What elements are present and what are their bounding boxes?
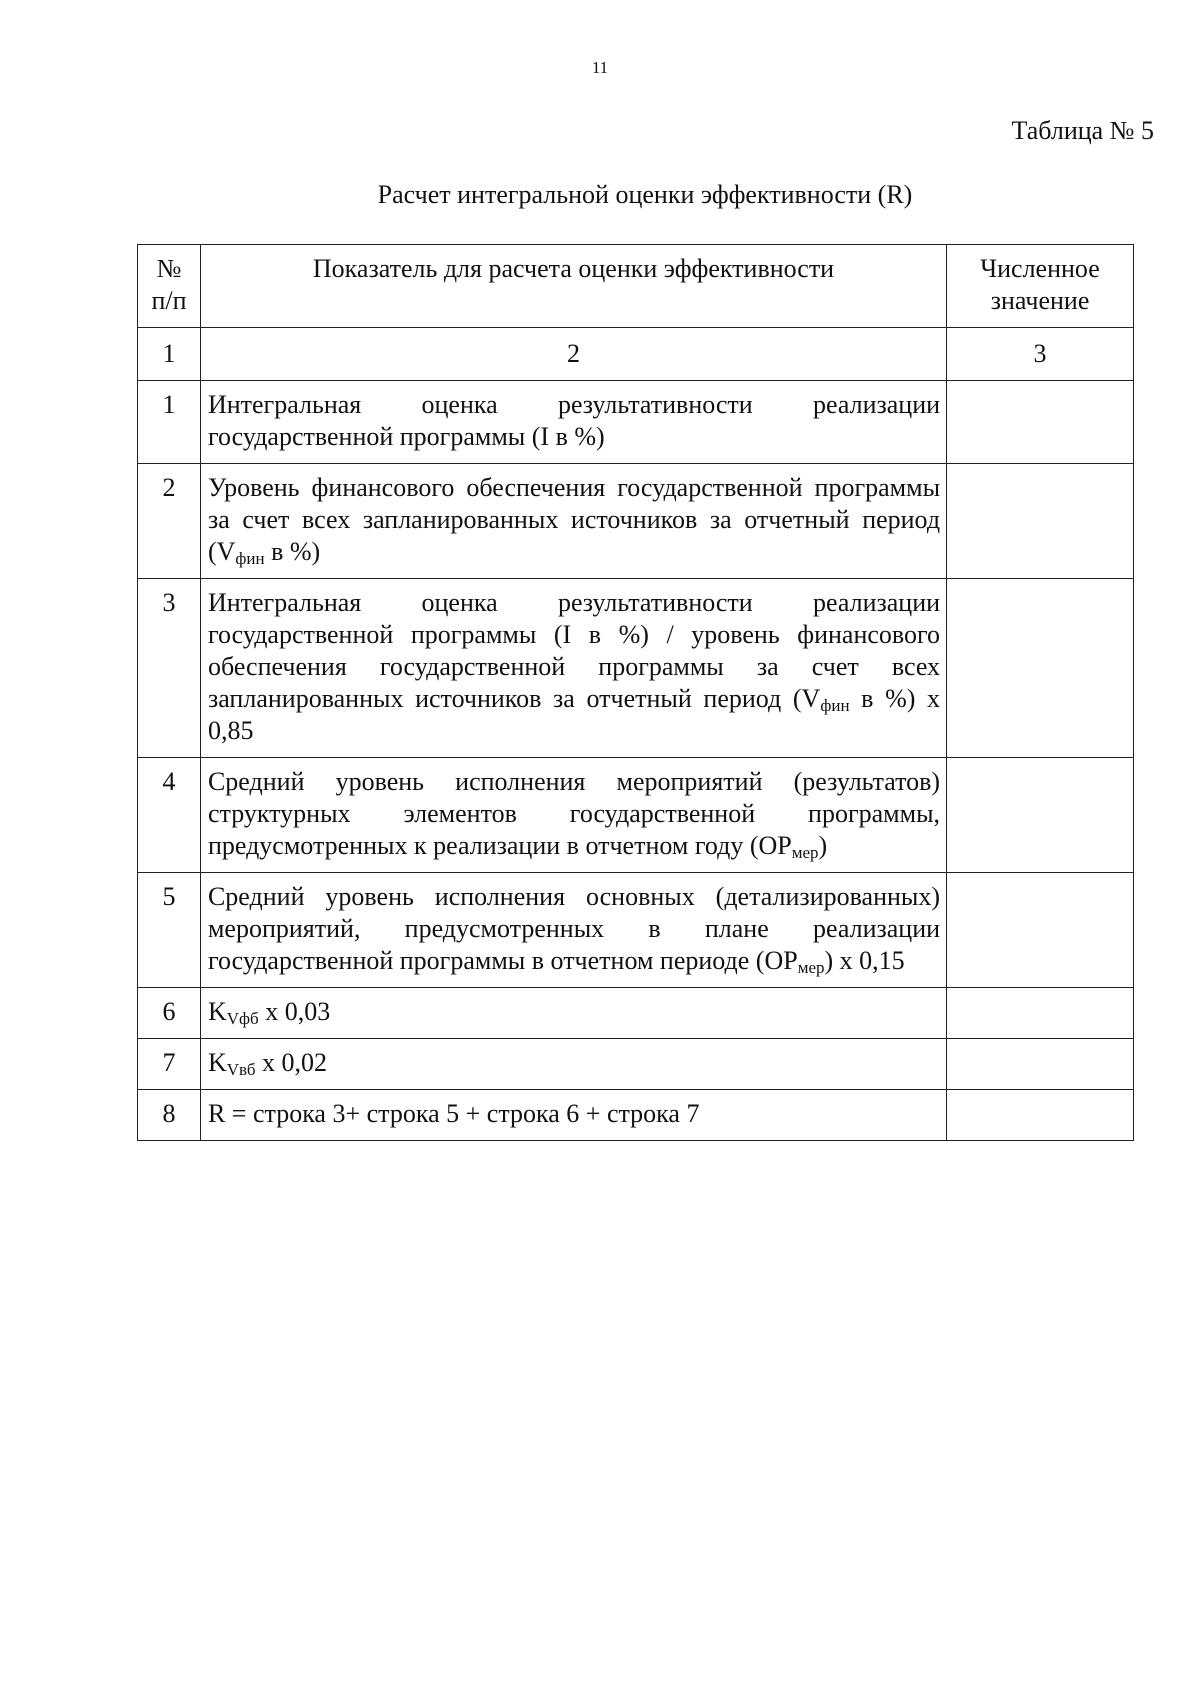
table-row [138, 1039, 1134, 1090]
indicator-text: в %) х 0,85 [207, 684, 941, 745]
indicator-text: K [207, 1048, 227, 1077]
indicator-text: ) [818, 831, 828, 860]
header-number: № п/п [138, 245, 201, 328]
indicator-text: в %) [264, 537, 321, 566]
subscript: Vвб [226, 1060, 256, 1079]
indicator-text [200, 758, 946, 873]
table-row [138, 758, 1134, 873]
indicator-text: Средний уровень исполнения основных (детализированных) мероприятий, предусмотренных в плане реализации государственной программы в отчетном периоде (ОР [207, 882, 941, 975]
row-number: 3 [138, 579, 201, 758]
table-label: Таблица № 5 [1011, 116, 1154, 145]
header-indicator: Показатель для расчета оценки эффективности [200, 245, 946, 328]
indicator-text [200, 873, 946, 988]
value-cell [947, 873, 1134, 988]
row-number: 4 [138, 758, 201, 873]
indicator-text [200, 1039, 946, 1090]
value-cell [947, 464, 1134, 579]
page-number: 11 [591, 58, 609, 77]
row-number: 5 [138, 873, 201, 988]
row-number: 6 [138, 988, 201, 1039]
table-header-row [138, 245, 1134, 328]
value-cell [947, 579, 1134, 758]
subscript: Vфб [226, 1009, 259, 1028]
indicator-text: Уровень финансового обеспечения государственной программы за счет всех запланированных источников за отчетный период (V [207, 473, 941, 566]
table-row [138, 381, 1134, 464]
value-cell [947, 1039, 1134, 1090]
table-title: Расчет интегральной оценки эффективности (R) [377, 180, 913, 209]
indicator-text: R = строка 3+ строка 5 + строка 6 + строка 7 [207, 1099, 700, 1128]
value-cell [947, 988, 1134, 1039]
indicator-text: Средний уровень исполнения мероприятий (результатов) структурных элементов государственной программы, предусмотренных к реализации в отчетном году (ОР [207, 767, 941, 860]
value-cell [947, 381, 1134, 464]
indicator-text: х 0,03 [258, 997, 331, 1026]
table-row [138, 873, 1134, 988]
row-number: 7 [138, 1039, 201, 1090]
column-index: 2 [200, 328, 946, 381]
indicator-text [200, 1090, 946, 1141]
indicator-text [200, 579, 946, 758]
value-cell [947, 1090, 1134, 1141]
subscript: мер [791, 843, 819, 862]
subscript: фин [820, 696, 850, 715]
row-number: 8 [138, 1090, 201, 1141]
table-row [138, 988, 1134, 1039]
indicator-text [200, 988, 946, 1039]
indicator-text: Интегральная оценка результативности реализации государственной программы (I в %) [207, 390, 941, 451]
value-cell [947, 758, 1134, 873]
efficiency-table [137, 244, 1134, 1141]
subscript: фин [235, 549, 265, 568]
table-row [138, 464, 1134, 579]
indicator-text [200, 464, 946, 579]
indicator-text: Интегральная оценка результативности реализации государственной программы (I в %) / уровень финансового обеспечения государственной программы за счет всех запланированных источников за отчетный период (V [207, 588, 941, 713]
column-index-row [138, 328, 1134, 381]
header-value: Численное значение [947, 245, 1134, 328]
column-index: 1 [138, 328, 201, 381]
table-row [138, 1090, 1134, 1141]
row-number: 2 [138, 464, 201, 579]
table-row [138, 579, 1134, 758]
subscript: мер [797, 958, 825, 977]
indicator-text: х 0,02 [255, 1048, 327, 1077]
indicator-text [200, 381, 946, 464]
row-number: 1 [138, 381, 201, 464]
column-index: 3 [947, 328, 1134, 381]
indicator-text: K [207, 997, 227, 1026]
indicator-text: ) х 0,15 [824, 946, 905, 975]
